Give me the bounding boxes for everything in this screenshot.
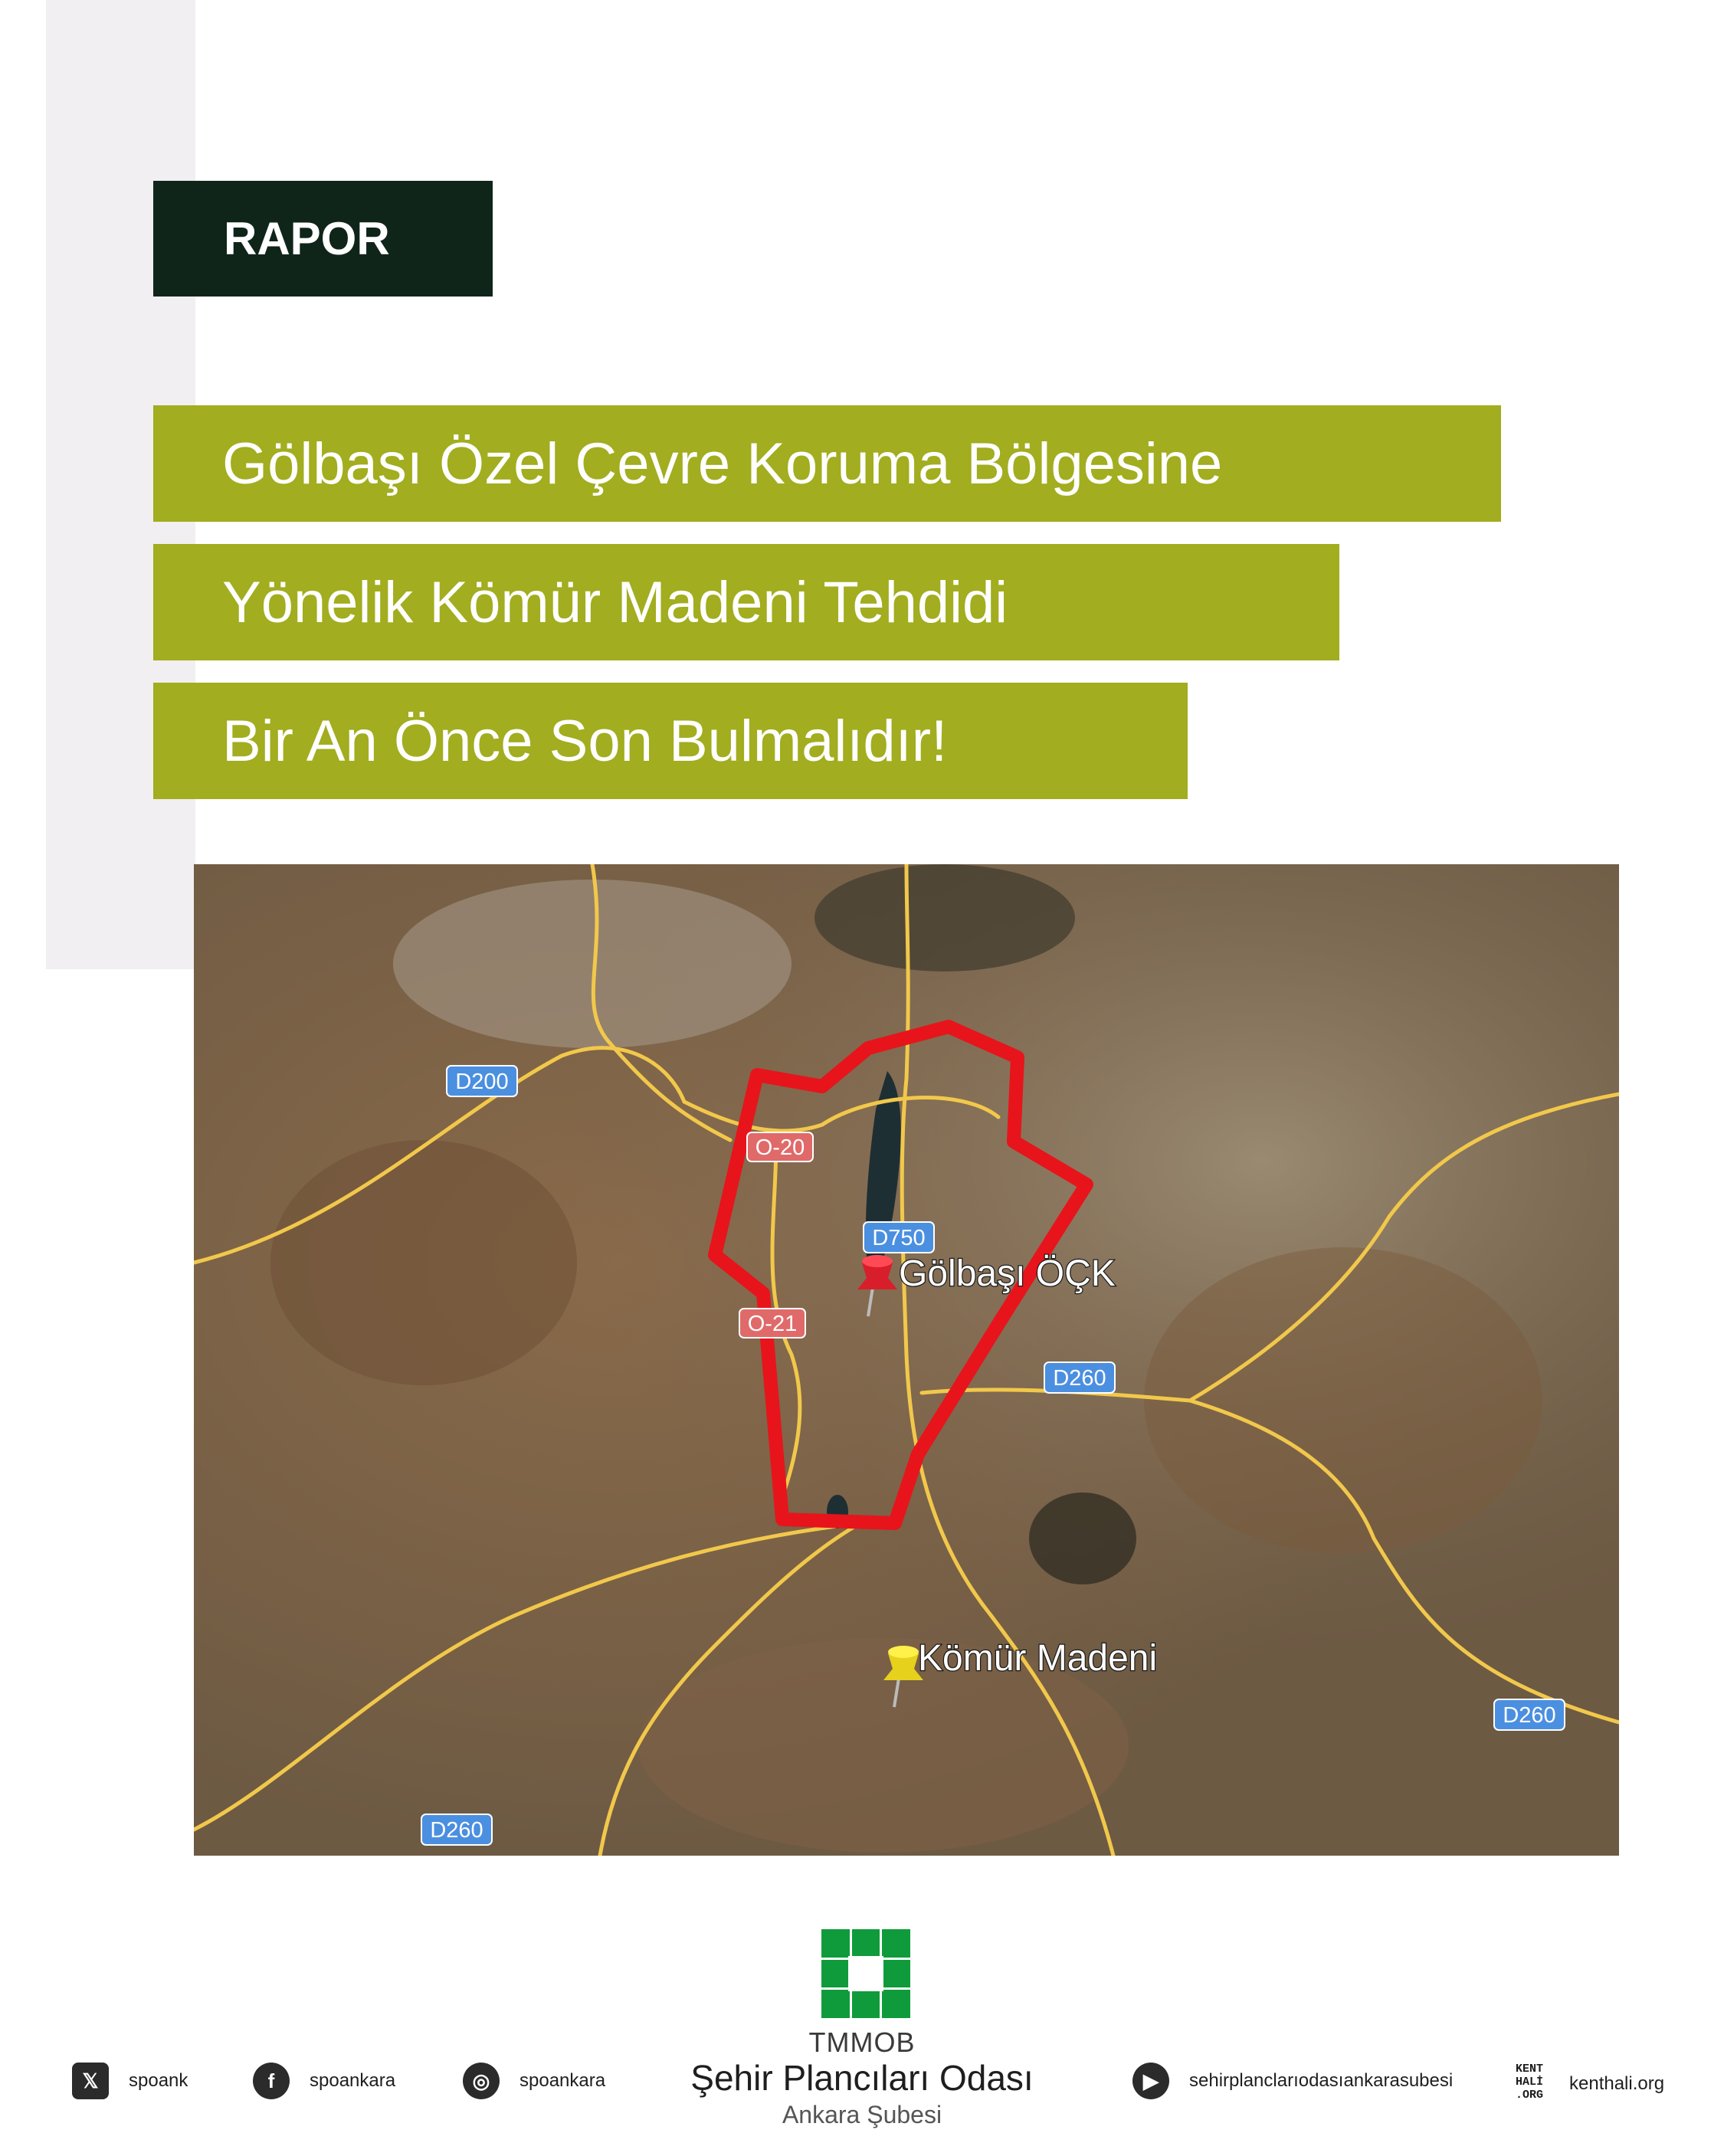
dark-ridge-east — [1029, 1492, 1136, 1584]
title-line-3-text: Bir An Önce Son Bulmalıdır! — [222, 708, 948, 774]
social-facebook[interactable] — [253, 2063, 395, 2099]
title-line-2-text: Yönelik Kömür Madeni Tehdidi — [222, 569, 1008, 635]
dark-ridge-north — [814, 864, 1075, 972]
instagram-icon: ◎ — [463, 2063, 500, 2099]
title-line-3 — [153, 683, 1188, 799]
title-line-1 — [153, 405, 1501, 522]
org-line-2: Şehir Plancıları Odası — [690, 2058, 1034, 2098]
terrain-patch-2 — [1144, 1247, 1542, 1554]
spo-logo-icon — [821, 1929, 910, 2018]
org-line-1: TMMOB — [808, 2027, 916, 2058]
social-instagram[interactable] — [463, 2063, 605, 2099]
satellite-map — [194, 864, 1619, 1856]
social-kenthali[interactable] — [1516, 2063, 1664, 2105]
org-line-3: Ankara Şubesi — [782, 2101, 942, 2128]
title-line-2 — [153, 544, 1339, 660]
shield-o21 — [739, 1309, 805, 1338]
social-x-handle: spoank — [129, 2070, 188, 2091]
shield-d750 — [864, 1222, 934, 1253]
report-tag — [153, 181, 493, 297]
shield-d260-east — [1494, 1699, 1565, 1730]
shield-o20 — [747, 1132, 813, 1162]
shield-d260-west-text: D260 — [430, 1818, 483, 1843]
poi-label-mine: Kömür Madeni — [918, 1638, 1158, 1679]
shield-d200 — [447, 1066, 517, 1096]
shield-d260-center-text: D260 — [1053, 1366, 1106, 1391]
terrain-patch-1 — [270, 1140, 577, 1385]
shield-d260-east-text: D260 — [1503, 1703, 1556, 1728]
youtube-icon: ▶ — [1132, 2063, 1169, 2099]
x-icon: 𝕏 — [72, 2063, 109, 2099]
urban-area — [393, 880, 792, 1048]
shield-d260-center — [1044, 1362, 1115, 1393]
shield-d260-west — [421, 1814, 492, 1845]
facebook-icon: f — [253, 2063, 290, 2099]
report-tag-label: RAPOR — [224, 213, 390, 264]
shield-d200-text: D200 — [455, 1070, 509, 1094]
social-instagram-handle: spoankara — [519, 2070, 606, 2091]
poi-label-golbasi: Gölbaşı ÖÇK — [899, 1253, 1116, 1294]
social-facebook-handle: spoankara — [310, 2070, 396, 2091]
shield-o20-text: O-20 — [755, 1135, 805, 1160]
social-kenthali-handle: kenthali.org — [1569, 2073, 1665, 2094]
shield-o21-text: O-21 — [747, 1312, 798, 1336]
social-x[interactable] — [72, 2063, 188, 2099]
social-youtube[interactable] — [1132, 2063, 1453, 2099]
social-youtube-handle: sehirplanclarıodasıankarasubesi — [1189, 2070, 1454, 2091]
shield-d750-text: D750 — [872, 1226, 926, 1250]
title-line-1-text: Gölbaşı Özel Çevre Koruma Bölgesine — [222, 431, 1223, 496]
kenthali-icon: KENT HALİ .ORG — [1516, 2063, 1544, 2102]
